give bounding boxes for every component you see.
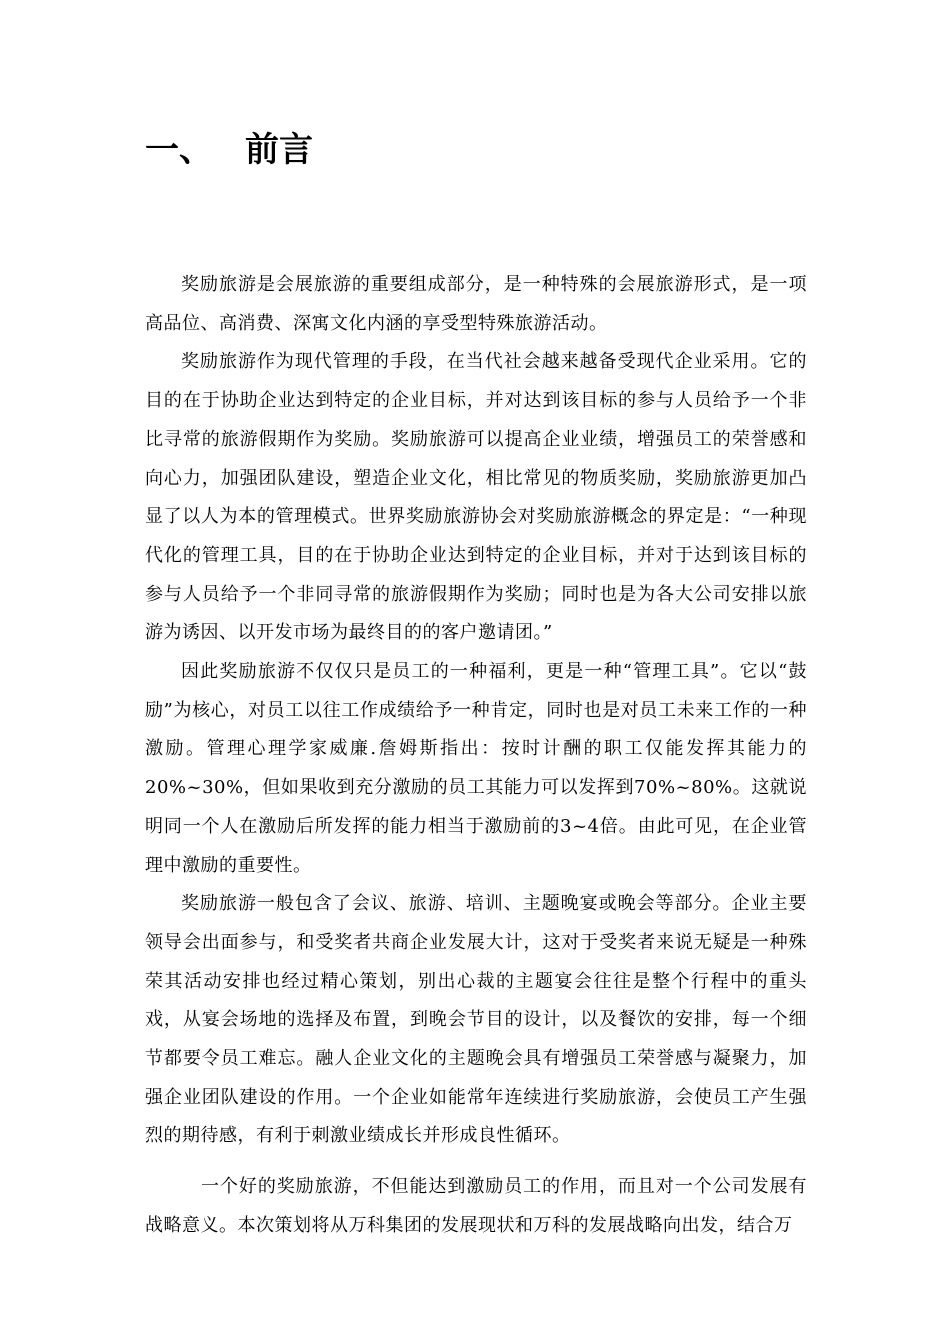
section-number: 一、 [145, 130, 213, 170]
paragraph-intro: 奖励旅游是会展旅游的重要组成部分，是一种特殊的会展旅游形式，是一项高品位、高消费、深寓文化内涵的享受型特殊旅游活动。 [145, 274, 807, 334]
body-text [145, 266, 807, 1246]
section-heading [145, 126, 313, 174]
paragraph-management: 奖励旅游作为现代管理的手段，在当代社会越来越备受现代企业采用。它的目的在于协助企业达到特定的企业目标，并对达到该目标的参与人员给予一个非比寻常的旅游假期作为奖励。奖励旅游可以提高企业业绩，增强员工的荣誉感和向心力，加强团队建设，塑造企业文化，相比常见的物质奖励，奖励旅游更加凸显了以人为本的管理模式。世界奖励旅游协会对奖励旅游概念的界定是：“一种现代化的管理工具，目的在于协助企业达到特定的企业目标，并对于达到该目标的参与人员给予一个非同寻常的旅游假期作为奖励；同时也是为各大公司安排以旅游为诱因、以开发市场为最终目的的客户邀请团。” [145, 351, 807, 644]
paragraph-components: 奖励旅游一般包含了会议、旅游、培训、主题晚宴或晚会等部分。企业主要领导会出面参与，和受奖者共商企业发展大计，这对于受奖者来说无疑是一种殊荣其活动安排也经过精心策划，别出心裁的主题宴会往往是整个行程中的重头戏，从宴会场地的选择及布置，到晚会节目的设计，以及餐饮的安排，每一个细节都要令员工难忘。融人企业文化的主题晚会具有增强员工荣誉感与凝聚力，加强企业团队建设的作用。一个企业如能常年连续进行奖励旅游，会使员工产生强烈的期待感，有利于刺激业绩成长并形成良性循环。 [145, 893, 807, 1147]
paragraph-motivation: 因此奖励旅游不仅仅只是员工的一种福利，更是一种“管理工具”。它以“鼓励”为核心，对员工以往工作成绩给予一种肯定，同时也是对员工未来工作的一种激励。管理心理学家威廉.詹姆斯指出：按时计酬的职工仅能发挥其能力的20%~30%，但如果收到充分激励的员工其能力可以发挥到70%~80%。这就说明同一个人在激励后所发挥的能力相当于激励前的3~4倍。由此可见，在企业管理中激励的重要性。 [145, 661, 807, 876]
section-title: 前言 [245, 130, 313, 170]
paragraph-strategy: 一个好的奖励旅游，不但能达到激励员工的作用，而且对一个公司发展有战略意义。本次策划将从万科集团的发展现状和万科的发展战略向出发，结合万 [145, 1176, 807, 1236]
